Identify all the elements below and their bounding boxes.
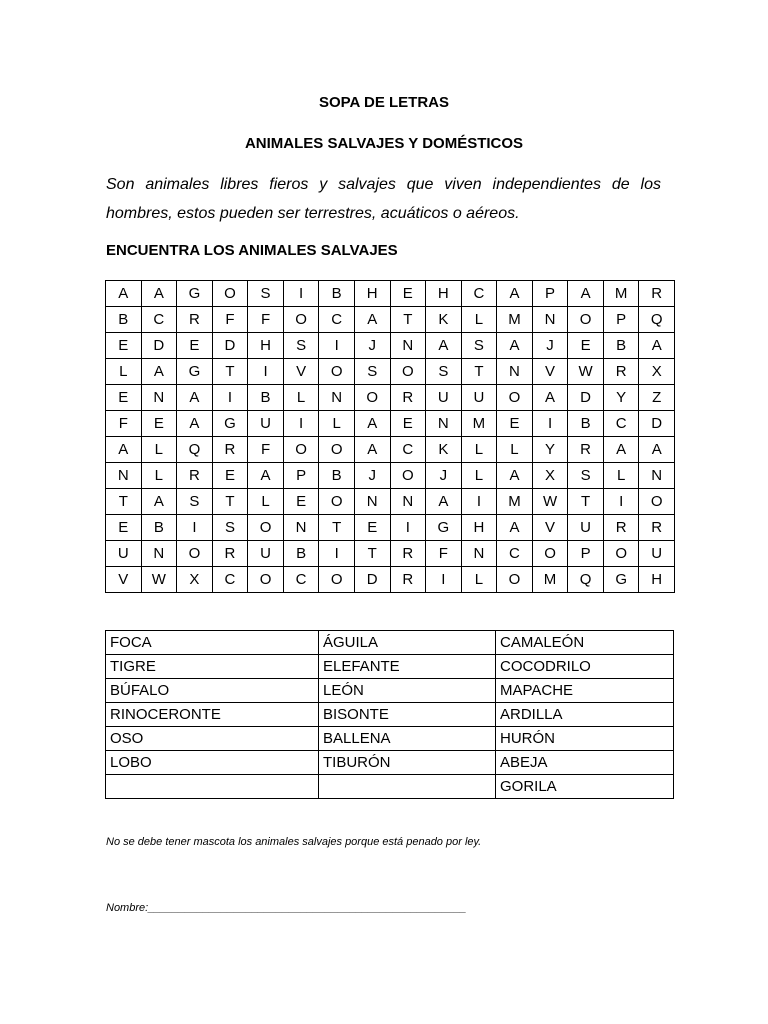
word-list-cell: RINOCERONTE — [106, 703, 319, 727]
grid-row — [106, 359, 675, 385]
name-field[interactable] — [106, 902, 466, 914]
grid-cell[interactable]: P — [568, 541, 604, 567]
grid-cell[interactable]: B — [319, 281, 355, 307]
grid-cell[interactable]: N — [141, 541, 177, 567]
grid-cell[interactable]: O — [497, 567, 533, 593]
grid-cell[interactable]: B — [603, 333, 639, 359]
grid-cell[interactable]: I — [532, 411, 568, 437]
grid-cell[interactable]: N — [390, 489, 426, 515]
grid-cell[interactable]: P — [603, 307, 639, 333]
grid-row — [106, 463, 675, 489]
word-list-cell: MAPACHE — [496, 679, 674, 703]
grid-cell[interactable]: T — [461, 359, 497, 385]
grid-cell[interactable]: D — [141, 333, 177, 359]
grid-cell[interactable]: N — [426, 411, 462, 437]
grid-cell[interactable]: O — [319, 489, 355, 515]
grid-cell[interactable]: S — [426, 359, 462, 385]
grid-cell[interactable]: C — [390, 437, 426, 463]
word-list-table — [105, 630, 674, 799]
word-list-cell: CAMALEÓN — [496, 631, 674, 655]
grid-cell[interactable]: R — [639, 515, 675, 541]
word-list-cell: GORILA — [496, 775, 674, 799]
grid-row — [106, 489, 675, 515]
grid-cell[interactable]: N — [106, 463, 142, 489]
grid-cell[interactable]: A — [177, 385, 213, 411]
grid-cell[interactable]: R — [390, 385, 426, 411]
page-title: SOPA DE LETRAS — [318, 94, 449, 111]
grid-cell[interactable]: O — [283, 437, 319, 463]
grid-cell[interactable]: L — [283, 385, 319, 411]
grid-cell[interactable]: Q — [639, 307, 675, 333]
grid-cell[interactable]: O — [603, 541, 639, 567]
grid-cell[interactable]: C — [603, 411, 639, 437]
word-list-cell: ARDILLA — [496, 703, 674, 727]
grid-cell[interactable]: V — [283, 359, 319, 385]
grid-cell[interactable]: E — [283, 489, 319, 515]
grid-cell[interactable]: I — [177, 515, 213, 541]
grid-cell[interactable]: T — [568, 489, 604, 515]
section-heading: ENCUENTRA LOS ANIMALES SALVAJES — [106, 242, 398, 259]
grid-cell[interactable]: E — [106, 333, 142, 359]
grid-cell[interactable]: I — [426, 567, 462, 593]
grid-cell[interactable]: G — [212, 411, 248, 437]
grid-cell[interactable]: C — [497, 541, 533, 567]
grid-cell[interactable]: O — [390, 359, 426, 385]
grid-cell[interactable]: O — [390, 463, 426, 489]
name-blank-line: ____________________________________________________ — [148, 902, 467, 914]
grid-cell[interactable]: J — [426, 463, 462, 489]
grid-cell[interactable]: L — [461, 463, 497, 489]
grid-cell[interactable]: N — [639, 463, 675, 489]
grid-row — [106, 437, 675, 463]
grid-cell[interactable]: G — [426, 515, 462, 541]
grid-cell[interactable]: R — [212, 437, 248, 463]
grid-cell[interactable]: N — [319, 385, 355, 411]
word-list-cell: ELEFANTE — [319, 655, 496, 679]
grid-row — [106, 541, 675, 567]
grid-cell[interactable]: I — [319, 333, 355, 359]
grid-cell[interactable]: G — [603, 567, 639, 593]
word-list-cell — [106, 775, 319, 799]
grid-cell[interactable]: L — [603, 463, 639, 489]
grid-cell[interactable]: O — [319, 567, 355, 593]
grid-cell[interactable]: I — [283, 281, 319, 307]
grid-cell[interactable]: L — [497, 437, 533, 463]
grid-cell[interactable]: A — [426, 489, 462, 515]
grid-cell[interactable]: S — [212, 515, 248, 541]
grid-cell[interactable]: A — [426, 333, 462, 359]
grid-cell[interactable]: J — [532, 333, 568, 359]
grid-cell[interactable]: B — [141, 515, 177, 541]
grid-cell[interactable]: T — [354, 541, 390, 567]
page-subtitle: ANIMALES SALVAJES Y DOMÉSTICOS — [244, 135, 524, 152]
grid-cell[interactable]: M — [497, 307, 533, 333]
grid-cell[interactable]: L — [106, 359, 142, 385]
grid-cell[interactable]: N — [283, 515, 319, 541]
grid-cell[interactable]: T — [390, 307, 426, 333]
grid-cell[interactable]: O — [532, 541, 568, 567]
grid-cell[interactable]: N — [354, 489, 390, 515]
grid-cell[interactable]: I — [283, 411, 319, 437]
grid-cell[interactable]: E — [568, 333, 604, 359]
grid-cell[interactable]: J — [354, 333, 390, 359]
grid-cell[interactable]: M — [603, 281, 639, 307]
grid-cell[interactable]: M — [532, 567, 568, 593]
word-list-cell: HURÓN — [496, 727, 674, 751]
grid-cell[interactable]: T — [212, 359, 248, 385]
grid-cell[interactable]: N — [141, 385, 177, 411]
grid-cell[interactable]: N — [497, 359, 533, 385]
grid-cell[interactable]: Z — [639, 385, 675, 411]
grid-cell[interactable]: S — [354, 359, 390, 385]
grid-cell[interactable]: B — [248, 385, 284, 411]
grid-cell[interactable]: I — [319, 541, 355, 567]
grid-cell[interactable]: A — [639, 333, 675, 359]
intro-paragraph: Son animales libres fieros y salvajes que viven independientes de los hombres, estos pueden ser terrestres, acuáticos o aéreos. — [106, 176, 661, 222]
grid-cell[interactable]: G — [177, 359, 213, 385]
grid-cell[interactable]: U — [248, 541, 284, 567]
grid-cell[interactable]: E — [141, 411, 177, 437]
grid-cell[interactable]: U — [639, 541, 675, 567]
grid-cell[interactable]: S — [461, 333, 497, 359]
grid-cell[interactable]: R — [212, 541, 248, 567]
grid-cell[interactable]: O — [248, 515, 284, 541]
name-label: Nombre: — [106, 902, 149, 914]
grid-cell[interactable]: U — [106, 541, 142, 567]
grid-cell[interactable]: H — [248, 333, 284, 359]
grid-cell[interactable]: A — [141, 489, 177, 515]
grid-cell[interactable]: A — [106, 437, 142, 463]
grid-cell[interactable]: B — [283, 541, 319, 567]
grid-cell[interactable]: R — [639, 281, 675, 307]
grid-cell[interactable]: D — [568, 385, 604, 411]
grid-cell[interactable]: L — [248, 489, 284, 515]
grid-cell[interactable]: V — [532, 515, 568, 541]
grid-cell[interactable]: N — [532, 307, 568, 333]
grid-cell[interactable]: C — [461, 281, 497, 307]
grid-cell[interactable]: A — [106, 281, 142, 307]
grid-cell[interactable]: A — [177, 411, 213, 437]
grid-cell[interactable]: F — [248, 437, 284, 463]
grid-cell[interactable]: C — [283, 567, 319, 593]
grid-cell[interactable]: O — [319, 359, 355, 385]
grid-cell[interactable]: A — [354, 411, 390, 437]
grid-cell[interactable]: A — [354, 307, 390, 333]
grid-cell[interactable]: N — [461, 541, 497, 567]
word-list-cell: ABEJA — [496, 751, 674, 775]
word-list-cell: LOBO — [106, 751, 319, 775]
grid-cell[interactable]: W — [568, 359, 604, 385]
grid-cell[interactable]: E — [390, 281, 426, 307]
grid-cell[interactable]: A — [603, 437, 639, 463]
grid-cell[interactable]: I — [603, 489, 639, 515]
grid-cell[interactable]: S — [568, 463, 604, 489]
grid-cell[interactable]: A — [497, 333, 533, 359]
word-list-cell: COCODRILO — [496, 655, 674, 679]
grid-cell[interactable]: R — [603, 515, 639, 541]
grid-cell[interactable]: V — [532, 359, 568, 385]
word-list-cell: FOCA — [106, 631, 319, 655]
word-list-row — [106, 703, 674, 727]
grid-cell[interactable]: G — [177, 281, 213, 307]
word-list-cell: TIBURÓN — [319, 751, 496, 775]
grid-cell[interactable]: A — [568, 281, 604, 307]
grid-cell[interactable]: A — [354, 437, 390, 463]
grid-row — [106, 515, 675, 541]
grid-cell[interactable]: B — [568, 411, 604, 437]
grid-cell[interactable]: R — [390, 541, 426, 567]
grid-row — [106, 385, 675, 411]
grid-cell[interactable]: M — [461, 411, 497, 437]
grid-cell[interactable]: S — [177, 489, 213, 515]
grid-cell[interactable]: H — [461, 515, 497, 541]
word-list-row — [106, 727, 674, 751]
grid-row — [106, 281, 675, 307]
grid-cell[interactable]: B — [319, 463, 355, 489]
grid-cell[interactable]: C — [212, 567, 248, 593]
grid-cell[interactable]: V — [106, 567, 142, 593]
footnote: No se debe tener mascota los animales salvajes porque está penado por ley. — [106, 836, 482, 848]
grid-cell[interactable]: U — [248, 411, 284, 437]
grid-cell[interactable]: X — [639, 359, 675, 385]
word-list-row — [106, 751, 674, 775]
grid-cell[interactable]: U — [461, 385, 497, 411]
grid-cell[interactable]: K — [426, 437, 462, 463]
grid-cell[interactable]: E — [390, 411, 426, 437]
grid-cell[interactable]: O — [497, 385, 533, 411]
grid-cell[interactable]: I — [390, 515, 426, 541]
grid-cell[interactable]: W — [532, 489, 568, 515]
grid-cell[interactable]: O — [639, 489, 675, 515]
grid-cell[interactable]: A — [497, 463, 533, 489]
word-list-cell — [319, 775, 496, 799]
grid-cell[interactable]: A — [141, 359, 177, 385]
grid-cell[interactable]: R — [177, 463, 213, 489]
word-list-row — [106, 655, 674, 679]
word-search-grid — [105, 280, 675, 593]
grid-cell[interactable]: N — [390, 333, 426, 359]
word-list-cell: BISONTE — [319, 703, 496, 727]
grid-cell[interactable]: O — [212, 281, 248, 307]
grid-cell[interactable]: W — [141, 567, 177, 593]
grid-cell[interactable]: D — [354, 567, 390, 593]
grid-cell[interactable]: F — [106, 411, 142, 437]
grid-cell[interactable]: H — [639, 567, 675, 593]
grid-cell[interactable]: E — [177, 333, 213, 359]
grid-row — [106, 567, 675, 593]
grid-cell[interactable]: L — [319, 411, 355, 437]
grid-cell[interactable]: H — [426, 281, 462, 307]
grid-cell[interactable]: O — [319, 437, 355, 463]
word-list-row — [106, 631, 674, 655]
grid-cell[interactable]: A — [497, 515, 533, 541]
grid-cell[interactable]: L — [461, 307, 497, 333]
grid-cell[interactable]: D — [639, 411, 675, 437]
word-list-row — [106, 679, 674, 703]
grid-cell[interactable]: T — [106, 489, 142, 515]
grid-cell[interactable]: M — [497, 489, 533, 515]
grid-cell[interactable]: F — [426, 541, 462, 567]
grid-cell[interactable]: T — [319, 515, 355, 541]
grid-cell[interactable]: L — [461, 567, 497, 593]
word-list-cell: BÚFALO — [106, 679, 319, 703]
grid-cell[interactable]: A — [532, 385, 568, 411]
grid-cell[interactable]: Q — [568, 567, 604, 593]
grid-cell[interactable]: S — [283, 333, 319, 359]
grid-cell[interactable]: E — [497, 411, 533, 437]
grid-row — [106, 411, 675, 437]
grid-cell[interactable]: Y — [603, 385, 639, 411]
grid-cell[interactable]: X — [177, 567, 213, 593]
grid-cell[interactable]: Y — [532, 437, 568, 463]
word-list-cell: LEÓN — [319, 679, 496, 703]
grid-cell[interactable]: P — [283, 463, 319, 489]
grid-cell[interactable]: U — [568, 515, 604, 541]
grid-cell[interactable]: J — [354, 463, 390, 489]
grid-cell[interactable]: A — [639, 437, 675, 463]
grid-cell[interactable]: O — [283, 307, 319, 333]
grid-cell[interactable]: U — [426, 385, 462, 411]
grid-cell[interactable]: A — [141, 281, 177, 307]
grid-cell[interactable]: B — [106, 307, 142, 333]
grid-row — [106, 333, 675, 359]
grid-row — [106, 307, 675, 333]
grid-cell[interactable]: A — [497, 281, 533, 307]
grid-cell[interactable]: S — [248, 281, 284, 307]
grid-cell[interactable]: D — [212, 333, 248, 359]
grid-cell[interactable]: I — [212, 385, 248, 411]
grid-cell[interactable]: O — [354, 385, 390, 411]
grid-cell[interactable]: A — [248, 463, 284, 489]
grid-cell[interactable]: E — [106, 385, 142, 411]
grid-cell[interactable]: R — [603, 359, 639, 385]
grid-cell[interactable]: E — [354, 515, 390, 541]
grid-cell[interactable]: X — [532, 463, 568, 489]
grid-cell[interactable]: H — [354, 281, 390, 307]
grid-cell[interactable]: L — [141, 463, 177, 489]
grid-cell[interactable]: I — [461, 489, 497, 515]
grid-cell[interactable]: L — [461, 437, 497, 463]
grid-cell[interactable]: F — [248, 307, 284, 333]
grid-cell[interactable]: P — [532, 281, 568, 307]
grid-cell[interactable]: I — [248, 359, 284, 385]
grid-cell[interactable]: T — [212, 489, 248, 515]
grid-cell[interactable]: L — [141, 437, 177, 463]
grid-cell[interactable]: E — [212, 463, 248, 489]
grid-cell[interactable]: C — [319, 307, 355, 333]
grid-cell[interactable]: F — [212, 307, 248, 333]
grid-cell[interactable]: R — [568, 437, 604, 463]
word-list-cell: OSO — [106, 727, 319, 751]
word-list-cell: ÁGUILA — [319, 631, 496, 655]
word-list-cell: TIGRE — [106, 655, 319, 679]
grid-cell[interactable]: K — [426, 307, 462, 333]
word-list-row — [106, 775, 674, 799]
grid-cell[interactable]: R — [390, 567, 426, 593]
grid-cell[interactable]: O — [248, 567, 284, 593]
grid-cell[interactable]: C — [141, 307, 177, 333]
grid-cell[interactable]: O — [568, 307, 604, 333]
grid-cell[interactable]: Q — [177, 437, 213, 463]
grid-cell[interactable]: R — [177, 307, 213, 333]
word-list-cell: BALLENA — [319, 727, 496, 751]
grid-cell[interactable]: O — [177, 541, 213, 567]
grid-cell[interactable]: E — [106, 515, 142, 541]
